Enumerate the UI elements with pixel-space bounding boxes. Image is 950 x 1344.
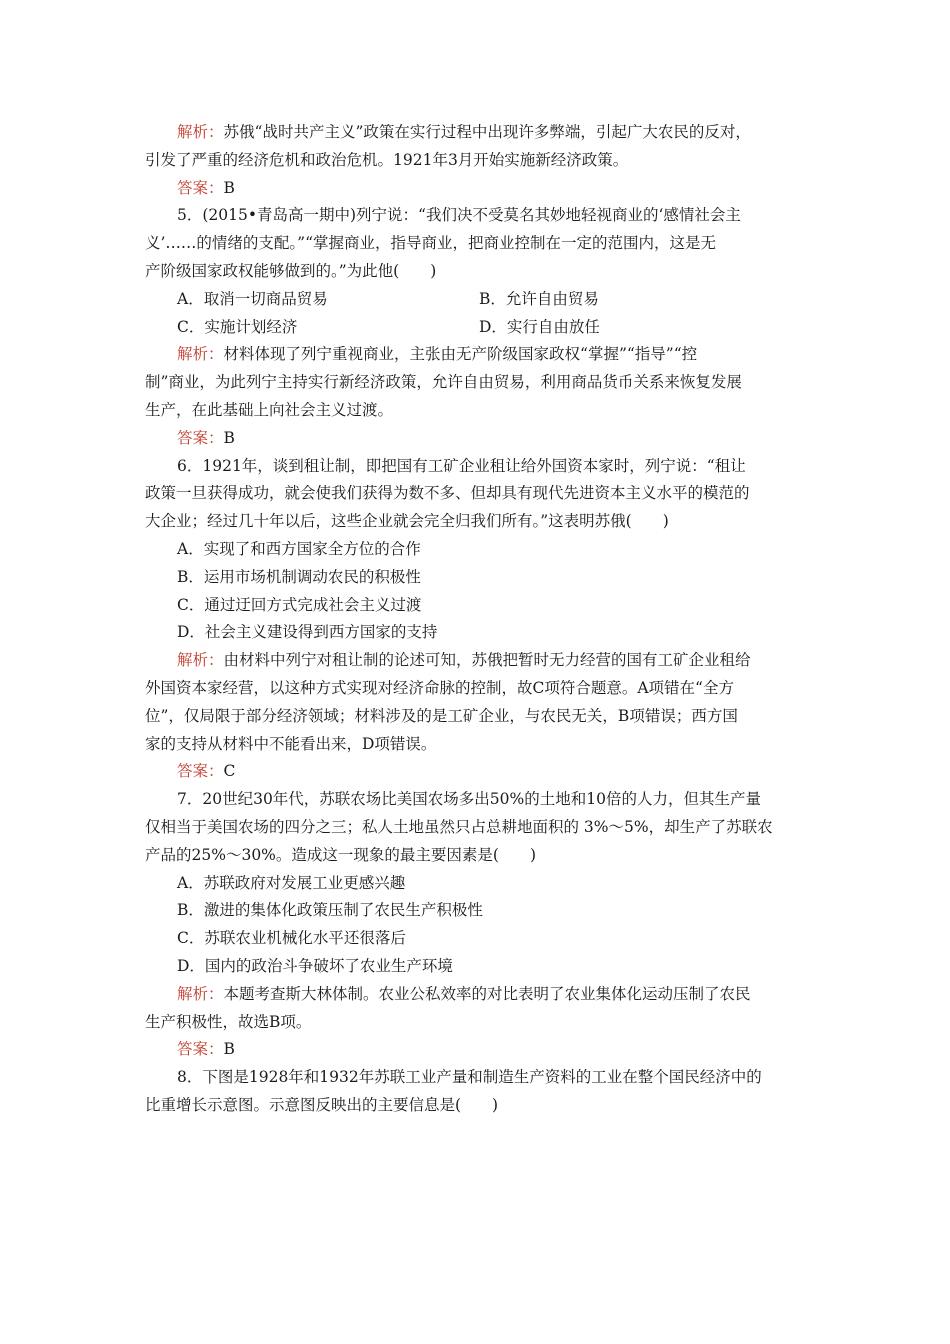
option-a: A．苏联政府对发展工业更感兴趣 bbox=[177, 873, 406, 892]
analysis-text: 生产，在此基础上向社会主义过渡。 bbox=[145, 400, 394, 419]
question-6-answer bbox=[145, 758, 813, 786]
answer-label: 答案： bbox=[177, 178, 224, 197]
question-stem: 大企业；经过几十年以后，这些企业就会完全归我们所有。”这表明苏俄( ) bbox=[145, 512, 669, 531]
question-stem: 5．(2015•青岛高一期中)列宁说：“我们决不受莫名其妙地轻视商业的‘感情社会主 bbox=[177, 206, 741, 225]
option-c: C．通过迂回方式完成社会主义过渡 bbox=[177, 595, 422, 614]
analysis-text: 外国资本家经营，以这种方式实现对经济命脉的控制，故C项符合题意。A项错在“全方 bbox=[145, 678, 734, 697]
analysis-label: 解析： bbox=[177, 123, 224, 141]
answer-label: 答案： bbox=[177, 762, 224, 781]
analysis-text: 家的支持从材料中不能看出来，D项错误。 bbox=[145, 734, 437, 753]
question-stem: 义’……的情绪的支配。”“掌握商业，指导商业，把商业控制在一定的范围内，这是无 bbox=[145, 234, 717, 253]
analysis-label: 解析： bbox=[177, 345, 224, 364]
question-6 bbox=[145, 453, 813, 787]
option-c: C．苏联农业机械化水平还很落后 bbox=[177, 929, 406, 948]
answer-label: 答案： bbox=[177, 428, 224, 447]
option-a: A．实现了和西方国家全方位的合作 bbox=[177, 539, 421, 558]
document-content bbox=[145, 119, 813, 1120]
option-c: C．实施计划经济 bbox=[177, 317, 298, 336]
question-stem: 6．1921年，谈到租让制，即把国有工矿企业租让给外国资本家时，列宁说：“租让 bbox=[177, 456, 746, 475]
question-stem: 产阶级国家政权能够做到的。”为此他( ) bbox=[145, 261, 437, 280]
option-b: B．激进的集体化政策压制了农民生产积极性 bbox=[177, 901, 483, 920]
analysis-text: 由材料中列宁对租让制的论述可知，苏俄把暂时无力经营的国有工矿企业租给 bbox=[223, 651, 751, 670]
question-stem: 政策一旦获得成功，就会使我们获得为数不多、但却具有现代先进资本主义水平的模范的 bbox=[145, 484, 750, 503]
question-stem: 8．下图是1928年和1932年苏联工业产量和制造生产资料的工业在整个国民经济中的 bbox=[177, 1068, 762, 1087]
analysis-label: 解析： bbox=[177, 984, 224, 1003]
option-d: D．实行自由放任 bbox=[479, 317, 600, 336]
question-4-analysis bbox=[145, 119, 813, 202]
option-a: A．取消一切商品贸易 bbox=[177, 289, 328, 308]
analysis-text: 本题考查斯大林体制。农业公私效率的对比表明了农业集体化运动压制了农民 bbox=[223, 984, 751, 1003]
analysis-text: 苏俄“战时共产主义”政策在实行过程中出现许多弊端，引起广大农民的反对， bbox=[223, 123, 751, 141]
question-7-answer bbox=[145, 1036, 813, 1064]
answer-value: B bbox=[223, 178, 235, 197]
question-7 bbox=[145, 786, 813, 1064]
question-stem: 产品的25%～30%。造成这一现象的最主要因素是( ) bbox=[145, 845, 536, 864]
analysis-text: 位”，仅局限于部分经济领域；材料涉及的是工矿企业，与农民无关，B项错误；西方国 bbox=[145, 706, 738, 725]
answer-label: 答案： bbox=[177, 1040, 224, 1059]
answer-value: B bbox=[223, 428, 235, 447]
option-b: B．允许自由贸易 bbox=[479, 289, 599, 308]
question-8 bbox=[145, 1064, 813, 1120]
option-d: D．社会主义建设得到西方国家的支持 bbox=[177, 623, 438, 642]
question-stem: 比重增长示意图。示意图反映出的主要信息是( ) bbox=[145, 1095, 499, 1114]
analysis-text: 制”商业，为此列宁主持实行新经济政策，允许自由贸易，利用商品货币关系来恢复发展 bbox=[145, 373, 742, 392]
option-row bbox=[145, 286, 813, 314]
answer-value: C bbox=[223, 762, 236, 781]
analysis-text: 引发了严重的经济危机和政治危机。1921年3月开始实施新经济政策。 bbox=[145, 150, 629, 169]
question-5-answer bbox=[145, 425, 813, 453]
option-b: B．运用市场机制调动农民的积极性 bbox=[177, 567, 421, 586]
option-row bbox=[145, 314, 813, 342]
question-4-answer bbox=[145, 175, 813, 203]
question-5 bbox=[145, 202, 813, 452]
analysis-text: 材料体现了列宁重视商业，主张由无产阶级国家政权“掌握”“指导”“控 bbox=[223, 345, 698, 364]
analysis-label: 解析： bbox=[177, 651, 224, 670]
question-stem: 仅相当于美国农场的四分之三；私人土地虽然只占总耕地面积的 3%～5%，却生产了苏联农 bbox=[145, 817, 773, 836]
option-d: D．国内的政治斗争破坏了农业生产环境 bbox=[177, 956, 453, 975]
answer-value: B bbox=[223, 1040, 235, 1059]
question-stem: 7．20世纪30年代，苏联农场比美国农场多出50%的土地和10倍的人力，但其生产量 bbox=[177, 790, 761, 809]
analysis-text: 生产积极性，故选B项。 bbox=[145, 1012, 312, 1031]
